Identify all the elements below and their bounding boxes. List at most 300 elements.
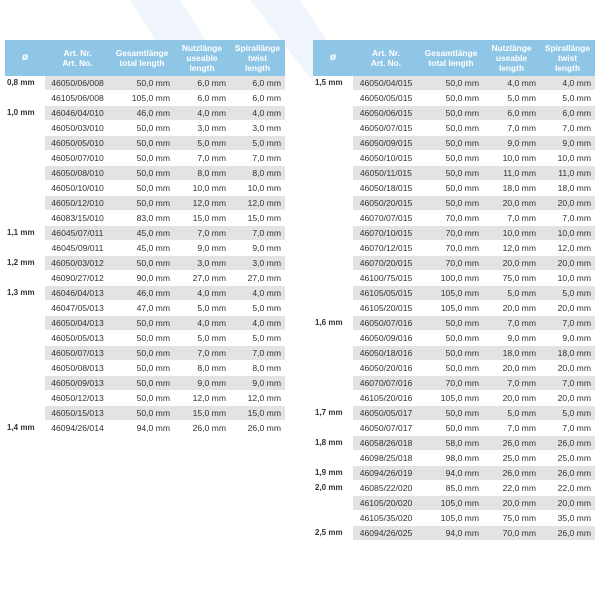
diameter-cell: 1,3 mm [5, 286, 45, 301]
twist-length-cell: 10,0 mm [230, 181, 285, 196]
table-row [5, 76, 285, 91]
article-number-cell: 46050/09/016 [353, 331, 419, 346]
article-number-cell: 46094/26/019 [353, 466, 419, 481]
diameter-cell [313, 196, 353, 211]
useable-length-cell: 7,0 mm [174, 346, 230, 361]
twist-length-cell: 12,0 mm [230, 391, 285, 406]
header-twist-length: Spirallänge twist length [540, 40, 595, 76]
useable-length-cell: 22,0 mm [483, 481, 540, 496]
article-number-cell: 46050/07/015 [353, 121, 419, 136]
useable-length-cell: 5,0 mm [174, 136, 230, 151]
diameter-cell [5, 406, 45, 421]
table-row [5, 196, 285, 211]
diameter-cell [313, 361, 353, 376]
article-number-cell: 46098/25/018 [353, 451, 419, 466]
useable-length-cell: 8,0 mm [174, 166, 230, 181]
diameter-cell [313, 241, 353, 256]
twist-length-cell: 18,0 mm [540, 346, 595, 361]
diameter-cell [5, 346, 45, 361]
diameter-cell [313, 91, 353, 106]
useable-length-cell: 20,0 mm [483, 361, 540, 376]
table-row [313, 211, 595, 226]
diameter-cell [313, 226, 353, 241]
diameter-cell: 0,8 mm [5, 76, 45, 91]
table-row [313, 151, 595, 166]
twist-length-cell: 12,0 mm [540, 241, 595, 256]
twist-length-cell: 5,0 mm [230, 301, 285, 316]
article-number-cell: 46050/12/013 [45, 391, 110, 406]
twist-length-cell: 6,0 mm [230, 91, 285, 106]
article-number-cell: 46050/20/016 [353, 361, 419, 376]
article-number-cell: 46085/22/020 [353, 481, 419, 496]
article-number-cell: 46094/26/025 [353, 526, 419, 541]
diameter-cell [313, 331, 353, 346]
diameter-cell [313, 346, 353, 361]
article-number-cell: 46047/05/013 [45, 301, 110, 316]
useable-length-cell: 6,0 mm [174, 91, 230, 106]
diameter-cell [5, 376, 45, 391]
total-length-cell: 105,0 mm [419, 301, 483, 316]
useable-length-cell: 15,0 mm [174, 406, 230, 421]
twist-length-cell: 22,0 mm [540, 481, 595, 496]
article-number-cell: 46050/08/013 [45, 361, 110, 376]
table-row [313, 331, 595, 346]
table-row [313, 526, 595, 541]
total-length-cell: 50,0 mm [110, 181, 174, 196]
twist-length-cell: 20,0 mm [540, 256, 595, 271]
useable-length-cell: 20,0 mm [483, 391, 540, 406]
total-length-cell: 50,0 mm [419, 421, 483, 436]
useable-length-cell: 7,0 mm [483, 376, 540, 391]
diameter-cell: 1,1 mm [5, 226, 45, 241]
useable-length-cell: 12,0 mm [483, 241, 540, 256]
useable-length-cell: 18,0 mm [483, 346, 540, 361]
diameter-cell: 1,6 mm [313, 316, 353, 331]
diameter-cell [5, 166, 45, 181]
total-length-cell: 50,0 mm [419, 346, 483, 361]
table-row [5, 226, 285, 241]
header-article-number: Art. Nr. Art. No. [353, 40, 419, 76]
total-length-cell: 50,0 mm [110, 361, 174, 376]
table-row [313, 166, 595, 181]
useable-length-cell: 4,0 mm [174, 286, 230, 301]
total-length-cell: 46,0 mm [110, 106, 174, 121]
diameter-cell: 1,0 mm [5, 106, 45, 121]
total-length-cell: 50,0 mm [419, 361, 483, 376]
twist-length-cell: 3,0 mm [230, 256, 285, 271]
total-length-cell: 50,0 mm [110, 121, 174, 136]
diameter-cell [313, 106, 353, 121]
twist-length-cell: 7,0 mm [230, 346, 285, 361]
useable-length-cell: 6,0 mm [483, 106, 540, 121]
total-length-cell: 94,0 mm [419, 466, 483, 481]
useable-length-cell: 4,0 mm [174, 316, 230, 331]
article-number-cell: 46058/26/018 [353, 436, 419, 451]
diameter-cell [5, 241, 45, 256]
total-length-cell: 50,0 mm [110, 316, 174, 331]
table-row [5, 91, 285, 106]
useable-length-cell: 5,0 mm [483, 91, 540, 106]
twist-length-cell: 9,0 mm [540, 331, 595, 346]
total-length-cell: 50,0 mm [419, 136, 483, 151]
header-article-number: Art. Nr. Art. No. [45, 40, 110, 76]
useable-length-cell: 4,0 mm [483, 76, 540, 91]
article-number-cell: 46105/20/020 [353, 496, 419, 511]
useable-length-cell: 9,0 mm [174, 376, 230, 391]
twist-length-cell: 4,0 mm [230, 286, 285, 301]
diameter-cell [5, 181, 45, 196]
total-length-cell: 50,0 mm [419, 91, 483, 106]
total-length-cell: 70,0 mm [419, 226, 483, 241]
total-length-cell: 46,0 mm [110, 286, 174, 301]
table-row [5, 391, 285, 406]
total-length-cell: 50,0 mm [419, 331, 483, 346]
useable-length-cell: 4,0 mm [174, 106, 230, 121]
useable-length-cell: 7,0 mm [483, 211, 540, 226]
twist-length-cell: 7,0 mm [540, 376, 595, 391]
total-length-cell: 50,0 mm [419, 76, 483, 91]
twist-length-cell: 9,0 mm [230, 241, 285, 256]
twist-length-cell: 26,0 mm [540, 466, 595, 481]
useable-length-cell: 5,0 mm [483, 286, 540, 301]
article-number-cell: 46050/07/017 [353, 421, 419, 436]
article-number-cell: 46050/07/013 [45, 346, 110, 361]
useable-length-cell: 20,0 mm [483, 496, 540, 511]
total-length-cell: 50,0 mm [110, 331, 174, 346]
useable-length-cell: 75,0 mm [483, 511, 540, 526]
diameter-cell [5, 151, 45, 166]
useable-length-cell: 75,0 mm [483, 271, 540, 286]
article-number-cell: 46105/20/015 [353, 301, 419, 316]
useable-length-cell: 25,0 mm [483, 451, 540, 466]
total-length-cell: 94,0 mm [110, 421, 174, 436]
useable-length-cell: 7,0 mm [174, 151, 230, 166]
diameter-cell [313, 151, 353, 166]
useable-length-cell: 10,0 mm [174, 181, 230, 196]
table-row [5, 361, 285, 376]
diameter-cell [5, 271, 45, 286]
article-number-cell: 46046/04/010 [45, 106, 110, 121]
total-length-cell: 45,0 mm [110, 241, 174, 256]
total-length-cell: 83,0 mm [110, 211, 174, 226]
twist-length-cell: 4,0 mm [230, 106, 285, 121]
article-number-cell: 46070/07/016 [353, 376, 419, 391]
header-total-length: Gesamtlänge total length [419, 40, 483, 76]
table-row [5, 211, 285, 226]
diameter-cell [313, 271, 353, 286]
twist-length-cell: 26,0 mm [540, 436, 595, 451]
diameter-cell [313, 181, 353, 196]
twist-length-cell: 26,0 mm [540, 526, 595, 541]
twist-length-cell: 6,0 mm [540, 106, 595, 121]
article-number-cell: 46070/07/015 [353, 211, 419, 226]
total-length-cell: 85,0 mm [419, 481, 483, 496]
table-row [5, 241, 285, 256]
article-number-cell: 46050/05/013 [45, 331, 110, 346]
header-twist-length: Spirallänge twist length [230, 40, 285, 76]
twist-length-cell: 5,0 mm [540, 91, 595, 106]
useable-length-cell: 7,0 mm [483, 421, 540, 436]
diameter-cell: 1,5 mm [313, 76, 353, 91]
article-number-cell: 46050/03/010 [45, 121, 110, 136]
total-length-cell: 50,0 mm [419, 181, 483, 196]
table-row [5, 346, 285, 361]
total-length-cell: 98,0 mm [419, 451, 483, 466]
twist-length-cell: 4,0 mm [540, 76, 595, 91]
total-length-cell: 90,0 mm [110, 271, 174, 286]
total-length-cell: 105,0 mm [419, 391, 483, 406]
useable-length-cell: 15,0 mm [174, 211, 230, 226]
header-diameter: ø [313, 40, 353, 76]
useable-length-cell: 5,0 mm [174, 331, 230, 346]
diameter-cell: 2,5 mm [313, 526, 353, 541]
twist-length-cell: 8,0 mm [230, 166, 285, 181]
useable-length-cell: 3,0 mm [174, 256, 230, 271]
table-row [5, 121, 285, 136]
article-number-cell: 46045/07/011 [45, 226, 110, 241]
twist-length-cell: 5,0 mm [540, 406, 595, 421]
twist-length-cell: 25,0 mm [540, 451, 595, 466]
useable-length-cell: 9,0 mm [174, 241, 230, 256]
article-number-cell: 46050/20/015 [353, 196, 419, 211]
twist-length-cell: 9,0 mm [230, 376, 285, 391]
diameter-cell [313, 166, 353, 181]
table-row [5, 286, 285, 301]
article-number-cell: 46083/15/010 [45, 211, 110, 226]
diameter-cell [313, 301, 353, 316]
total-length-cell: 94,0 mm [419, 526, 483, 541]
total-length-cell: 50,0 mm [110, 256, 174, 271]
article-number-cell: 46050/04/015 [353, 76, 419, 91]
article-number-cell: 46050/08/010 [45, 166, 110, 181]
twist-length-cell: 7,0 mm [540, 121, 595, 136]
total-length-cell: 50,0 mm [419, 406, 483, 421]
article-number-cell: 46100/75/015 [353, 271, 419, 286]
useable-length-cell: 70,0 mm [483, 526, 540, 541]
total-length-cell: 50,0 mm [110, 151, 174, 166]
useable-length-cell: 7,0 mm [483, 121, 540, 136]
table-row [313, 106, 595, 121]
table-row [5, 406, 285, 421]
article-number-cell: 46050/09/015 [353, 136, 419, 151]
diameter-cell [313, 511, 353, 526]
article-number-cell: 46050/11/015 [353, 166, 419, 181]
article-number-cell: 46050/05/015 [353, 91, 419, 106]
article-number-cell: 46070/10/015 [353, 226, 419, 241]
total-length-cell: 50,0 mm [419, 151, 483, 166]
total-length-cell: 105,0 mm [110, 91, 174, 106]
diameter-cell [313, 451, 353, 466]
table-row [313, 241, 595, 256]
total-length-cell: 58,0 mm [419, 436, 483, 451]
useable-length-cell: 5,0 mm [483, 406, 540, 421]
total-length-cell: 45,0 mm [110, 226, 174, 241]
table-row [313, 256, 595, 271]
twist-length-cell: 20,0 mm [540, 196, 595, 211]
useable-length-cell: 9,0 mm [483, 331, 540, 346]
header-useable-length: Nutzlänge useable length [174, 40, 230, 76]
useable-length-cell: 10,0 mm [483, 226, 540, 241]
twist-length-cell: 11,0 mm [540, 166, 595, 181]
article-number-cell: 46050/12/010 [45, 196, 110, 211]
twist-length-cell: 10,0 mm [540, 271, 595, 286]
article-number-cell: 46050/10/015 [353, 151, 419, 166]
total-length-cell: 50,0 mm [419, 316, 483, 331]
total-length-cell: 105,0 mm [419, 286, 483, 301]
table-row [313, 421, 595, 436]
diameter-cell [313, 286, 353, 301]
article-number-cell: 46094/26/014 [45, 421, 110, 436]
table-row [313, 361, 595, 376]
useable-length-cell: 27,0 mm [174, 271, 230, 286]
diameter-cell [5, 361, 45, 376]
twist-length-cell: 20,0 mm [540, 496, 595, 511]
table-row [313, 271, 595, 286]
table-row [5, 301, 285, 316]
total-length-cell: 50,0 mm [110, 406, 174, 421]
table-row [313, 376, 595, 391]
useable-length-cell: 26,0 mm [483, 466, 540, 481]
diameter-cell: 1,7 mm [313, 406, 353, 421]
article-number-cell: 46105/06/008 [45, 91, 110, 106]
useable-length-cell: 9,0 mm [483, 136, 540, 151]
table-row [313, 346, 595, 361]
header-total-length: Gesamtlänge total length [110, 40, 174, 76]
article-number-cell: 46105/20/016 [353, 391, 419, 406]
useable-length-cell: 20,0 mm [483, 256, 540, 271]
useable-length-cell: 5,0 mm [174, 301, 230, 316]
article-number-cell: 46105/05/015 [353, 286, 419, 301]
diameter-cell [5, 391, 45, 406]
twist-length-cell: 7,0 mm [540, 211, 595, 226]
article-number-cell: 46050/18/016 [353, 346, 419, 361]
diameter-cell [5, 121, 45, 136]
total-length-cell: 50,0 mm [110, 376, 174, 391]
twist-length-cell: 20,0 mm [540, 361, 595, 376]
useable-length-cell: 10,0 mm [483, 151, 540, 166]
article-number-cell: 46050/04/013 [45, 316, 110, 331]
article-number-cell: 46105/35/020 [353, 511, 419, 526]
table-row [5, 316, 285, 331]
table-row [5, 106, 285, 121]
total-length-cell: 50,0 mm [110, 136, 174, 151]
twist-length-cell: 5,0 mm [230, 136, 285, 151]
table-row [313, 301, 595, 316]
diameter-cell: 1,9 mm [313, 466, 353, 481]
article-number-cell: 46070/20/015 [353, 256, 419, 271]
table-row [313, 451, 595, 466]
useable-length-cell: 7,0 mm [174, 226, 230, 241]
table-row [5, 331, 285, 346]
total-length-cell: 50,0 mm [110, 391, 174, 406]
table-row [313, 466, 595, 481]
twist-length-cell: 7,0 mm [230, 151, 285, 166]
table-row [5, 151, 285, 166]
total-length-cell: 47,0 mm [110, 301, 174, 316]
table-row [313, 76, 595, 91]
twist-length-cell: 8,0 mm [230, 361, 285, 376]
diameter-cell [313, 211, 353, 226]
useable-length-cell: 18,0 mm [483, 181, 540, 196]
article-number-cell: 46050/06/015 [353, 106, 419, 121]
table-body-left [5, 76, 285, 436]
diameter-cell [313, 421, 353, 436]
twist-length-cell: 5,0 mm [540, 286, 595, 301]
diameter-cell [313, 391, 353, 406]
twist-length-cell: 20,0 mm [540, 391, 595, 406]
twist-length-cell: 7,0 mm [540, 421, 595, 436]
table-row [5, 271, 285, 286]
article-number-cell: 46050/07/016 [353, 316, 419, 331]
article-number-cell: 46050/15/013 [45, 406, 110, 421]
table-row [5, 421, 285, 436]
table-row [5, 181, 285, 196]
diameter-cell [313, 121, 353, 136]
table-row [313, 511, 595, 526]
diameter-cell [5, 331, 45, 346]
twist-length-cell: 3,0 mm [230, 121, 285, 136]
table-body-right [313, 76, 595, 541]
table-header [5, 40, 285, 76]
table-row [5, 256, 285, 271]
article-number-cell: 46046/04/013 [45, 286, 110, 301]
table-row [313, 406, 595, 421]
total-length-cell: 50,0 mm [419, 106, 483, 121]
table-row [313, 496, 595, 511]
total-length-cell: 70,0 mm [419, 376, 483, 391]
diameter-cell [5, 316, 45, 331]
article-number-cell: 46050/05/017 [353, 406, 419, 421]
article-number-cell: 46045/09/011 [45, 241, 110, 256]
diameter-cell [5, 211, 45, 226]
total-length-cell: 50,0 mm [110, 76, 174, 91]
total-length-cell: 105,0 mm [419, 511, 483, 526]
twist-length-cell: 4,0 mm [230, 316, 285, 331]
diameter-cell [313, 256, 353, 271]
diameter-cell: 1,8 mm [313, 436, 353, 451]
table-row [313, 121, 595, 136]
twist-length-cell: 5,0 mm [230, 331, 285, 346]
total-length-cell: 70,0 mm [419, 256, 483, 271]
total-length-cell: 50,0 mm [419, 121, 483, 136]
twist-length-cell: 27,0 mm [230, 271, 285, 286]
useable-length-cell: 12,0 mm [174, 391, 230, 406]
table-header [313, 40, 595, 76]
twist-length-cell: 35,0 mm [540, 511, 595, 526]
article-number-cell: 46050/06/008 [45, 76, 110, 91]
total-length-cell: 100,0 mm [419, 271, 483, 286]
total-length-cell: 50,0 mm [110, 346, 174, 361]
header-diameter: ø [5, 40, 45, 76]
table-row [5, 166, 285, 181]
article-number-cell: 46050/18/015 [353, 181, 419, 196]
twist-length-cell: 18,0 mm [540, 181, 595, 196]
diameter-cell [313, 496, 353, 511]
diameter-cell [5, 136, 45, 151]
drill-table-left [5, 40, 285, 436]
table-row [313, 226, 595, 241]
article-number-cell: 46050/05/010 [45, 136, 110, 151]
article-number-cell: 46070/12/015 [353, 241, 419, 256]
diameter-cell [313, 376, 353, 391]
diameter-cell: 1,2 mm [5, 256, 45, 271]
twist-length-cell: 26,0 mm [230, 421, 285, 436]
table-row [5, 136, 285, 151]
diameter-cell: 2,0 mm [313, 481, 353, 496]
total-length-cell: 70,0 mm [419, 211, 483, 226]
table-row [313, 181, 595, 196]
twist-length-cell: 7,0 mm [540, 316, 595, 331]
